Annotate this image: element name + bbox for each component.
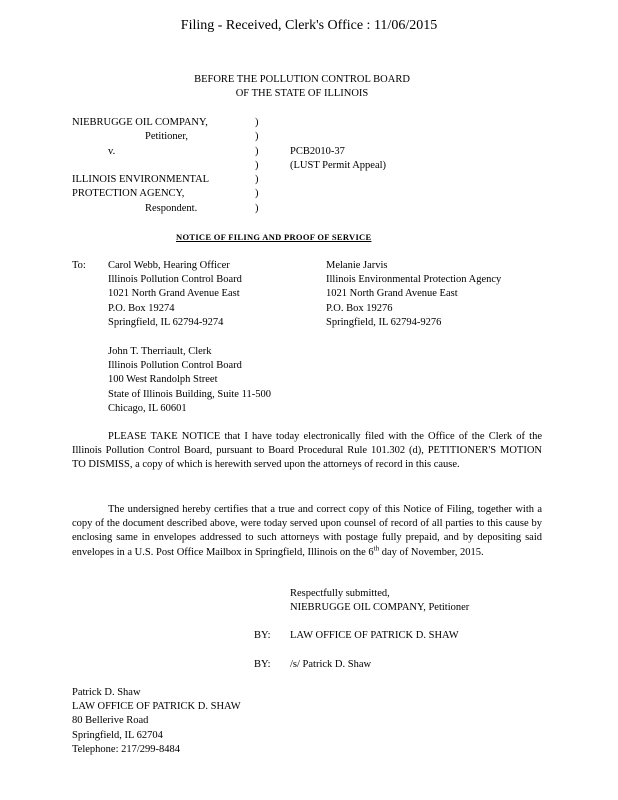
respondent-line-2: PROTECTION AGENCY, bbox=[72, 188, 185, 199]
recipient-line: State of Illinois Building, Suite 11-500 bbox=[108, 388, 271, 400]
address-line: Telephone: 217/299-8484 bbox=[72, 743, 181, 755]
certificate-body: The undersigned hereby certifies that a true and correct copy of this Notice of Filing, together with a copy of the document described above, were today served upon counsel of record of all parties to this cause by enclosing same in envelopes addressed to such attorneys with postage fully prepaid, and by depositing said envelopes in a U.S. Post Office Mailbox in Springfield, Illinois on the 6 bbox=[72, 504, 542, 558]
caption-paren: ) bbox=[255, 203, 259, 214]
recipient-line: Springfield, IL 62794-9276 bbox=[326, 316, 442, 328]
attorney-address bbox=[72, 686, 241, 757]
address-line: LAW OFFICE OF PATRICK D. SHAW bbox=[72, 701, 241, 713]
recipient-line: Springfield, IL 62794-9274 bbox=[108, 316, 224, 328]
board-heading-line-2: OF THE STATE OF ILLINOIS bbox=[235, 88, 369, 99]
recipient-line: P.O. Box 19274 bbox=[108, 302, 175, 314]
certificate-paragraph bbox=[72, 503, 542, 560]
respondent-line-1: ILLINOIS ENVIRONMENTAL bbox=[72, 174, 210, 185]
recipient-line: Carol Webb, Hearing Officer bbox=[108, 260, 230, 271]
recipient-line: 100 West Randolph Street bbox=[108, 374, 218, 386]
recipient-line: Illinois Pollution Control Board bbox=[108, 274, 242, 286]
notice-body: that I have today electronically filed with the Office of the Clerk of the Illinois Pollution Control Board, pursuant to Board Procedural Rule 101.302 (d), PETITIONER'S MOTION TO DISMISS, a copy of which is herewith served upon the attorneys of record in this cause. bbox=[72, 431, 542, 471]
recipient-line: Chicago, IL 60601 bbox=[108, 402, 187, 414]
notice-paragraph bbox=[72, 430, 542, 473]
recipient-line: Melanie Jarvis bbox=[326, 260, 388, 271]
versus-label: v. bbox=[108, 146, 116, 157]
recipient-line: John T. Therriault, Clerk bbox=[108, 346, 212, 357]
caption-paren: ) bbox=[255, 117, 259, 128]
recipient-therriault bbox=[108, 345, 271, 416]
board-heading bbox=[0, 73, 604, 101]
by-label: BY: bbox=[254, 659, 271, 670]
recipient-line: P.O. Box 19276 bbox=[326, 302, 393, 314]
certificate-date: day of November, 2015. bbox=[379, 546, 484, 558]
signing-party: NIEBRUGGE OIL COMPANY, Petitioner bbox=[290, 602, 470, 613]
recipient-line: 1021 North Grand Avenue East bbox=[108, 288, 240, 300]
notice-lead: PLEASE TAKE NOTICE bbox=[108, 431, 221, 442]
electronic-signature: /s/ Patrick D. Shaw bbox=[290, 659, 372, 670]
recipient-jarvis bbox=[326, 259, 501, 330]
closing: Respectfully submitted, bbox=[290, 588, 390, 599]
to-label: To: bbox=[72, 260, 86, 271]
address-line: Patrick D. Shaw bbox=[72, 687, 141, 698]
address-line: 80 Bellerive Road bbox=[72, 715, 149, 727]
by-label: BY: bbox=[254, 630, 271, 641]
law-firm: LAW OFFICE OF PATRICK D. SHAW bbox=[290, 630, 459, 641]
caption-paren: ) bbox=[255, 188, 259, 199]
notice-title: NOTICE OF FILING AND PROOF OF SERVICE bbox=[176, 232, 372, 242]
case-type: (LUST Permit Appeal) bbox=[290, 160, 387, 171]
petitioner-name: NIEBRUGGE OIL COMPANY, bbox=[72, 117, 208, 128]
caption-paren: ) bbox=[255, 131, 259, 142]
respondent-role: Respondent. bbox=[145, 203, 198, 214]
ordinal-suffix: th bbox=[373, 544, 380, 553]
filing-header: Filing - Received, Clerk's Office : 11/06/2015 bbox=[180, 18, 438, 33]
recipient-line: 1021 North Grand Avenue East bbox=[326, 288, 458, 300]
board-heading-line-1: BEFORE THE POLLUTION CONTROL BOARD bbox=[194, 74, 410, 85]
recipient-line: Illinois Pollution Control Board bbox=[108, 360, 242, 372]
caption-paren: ) bbox=[255, 146, 259, 157]
caption-paren: ) bbox=[255, 160, 259, 171]
address-line: Springfield, IL 62704 bbox=[72, 729, 163, 741]
recipient-webb bbox=[108, 259, 242, 330]
caption-paren: ) bbox=[255, 174, 259, 185]
recipient-line: Illinois Environmental Protection Agency bbox=[326, 274, 502, 286]
case-number: PCB2010-37 bbox=[290, 146, 345, 157]
petitioner-role: Petitioner, bbox=[145, 131, 189, 142]
